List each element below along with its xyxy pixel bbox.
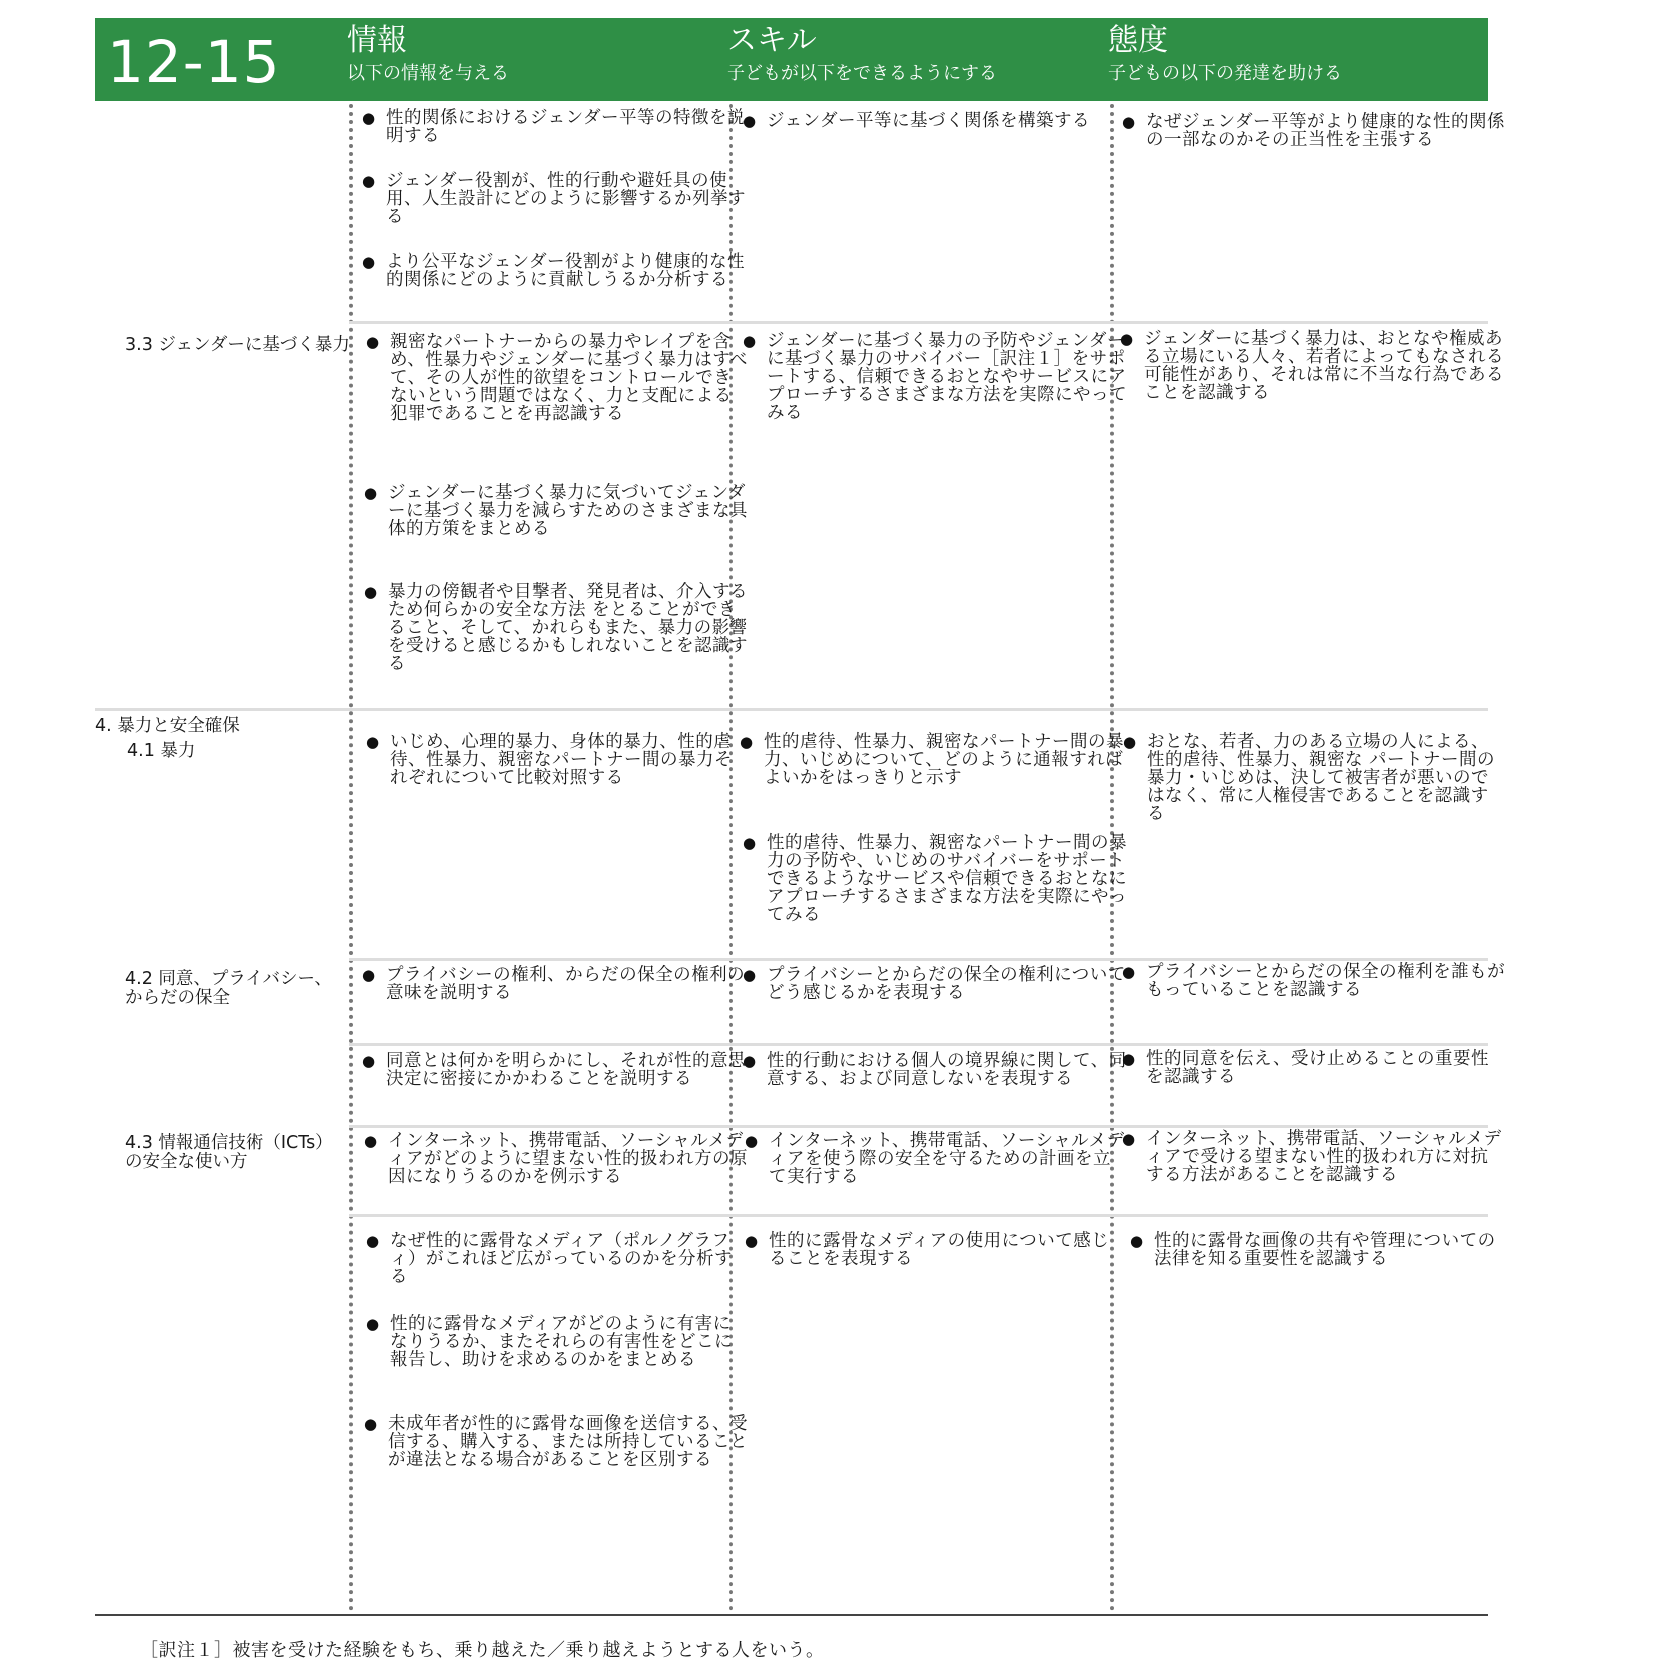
info-item: ● ジェンダー役割が、性的行動や避妊具の使用、人生設計にどのように影響するか列挙する — [362, 172, 748, 226]
header-skills-subtitle: 子どもが以下をできるようにする — [727, 63, 997, 84]
age-range: 12-15 — [107, 28, 281, 96]
skill-item: ● 性的虐待、性暴力、親密なパートナー間の暴力の予防や、いじめのサバイバーをサポートできるようなサービスや信頼できるおとなにアプローチするさまざまな方法を実際にやってみる — [743, 834, 1127, 924]
skill-item: ● 性的虐待、性暴力、親密なパートナー間の暴力、いじめについて、どのように通報すればよいかをはっきりと示す — [740, 733, 1127, 787]
skill-item: ● 性的行動における個人の境界線に関して、同意する、および同意しないを表現する — [743, 1052, 1127, 1088]
topic-4-1: 4.1 暴力 — [127, 741, 196, 761]
skill-item: ● 性的に露骨なメディアの使用について感じることを表現する — [745, 1232, 1127, 1268]
column-divider — [349, 104, 353, 1612]
info-item: ● 同意とは何かを明らかにし、それが性的意思決定に密接にかかわることを説明する — [362, 1052, 748, 1088]
header-info — [347, 22, 509, 88]
attitude-item: ● プライバシーとからだの保全の権利を誰もがもっていることを認識する — [1122, 963, 1506, 999]
skill-item: ● ジェンダー平等に基づく関係を構築する — [743, 112, 1127, 130]
bottom-rule — [95, 1614, 1488, 1616]
skill-item: ● プライバシーとからだの保全の権利についてどう感じるかを表現する — [743, 966, 1127, 1002]
topic-3-3: 3.3 ジェンダーに基づく暴力 — [125, 335, 350, 355]
info-item: ● 性的に露骨なメディアがどのように有害になりうるか、またそれらの有害性をどこに報告し、助けを求めるのかをまとめる — [366, 1315, 748, 1369]
header-attitudes-title: 態度 — [1108, 23, 1168, 58]
topic-4-2: 4.2 同意、プライバシー、からだの保全 — [125, 969, 332, 1008]
footnote: ［訳注１］被害を受けた経験をもち、乗り越えた／乗り越えようとする人をいう。 — [140, 1640, 825, 1661]
info-item: ● 性的関係におけるジェンダー平等の特徴を説明する — [362, 109, 748, 145]
header-info-title: 情報 — [347, 23, 407, 58]
attitude-item: ● おとな、若者、力のある立場の人による、性的虐待、性暴力、親密な パートナー間の暴力・いじめは、決して被害者が悪いのではなく、常に人権侵害であることを認識する — [1123, 733, 1506, 823]
info-item: ● 暴力の傍観者や目撃者、発見者は、介入するため何らかの安全な方法 をとることができること、そして、かれらもまた、暴力の影響を受けると感じるかもしれないことを認識する — [364, 583, 748, 673]
attitude-item: ● ジェンダーに基づく暴力は、おとなや権威ある立場にいる人々、若者によってもなされる可能性があり、それは常に不当な行為であることを認識する — [1120, 330, 1506, 402]
row-divider — [349, 958, 1488, 961]
topic-4: 4. 暴力と安全確保 — [95, 716, 240, 736]
attitude-item: ● なぜジェンダー平等がより健康的な性的関係の一部なのかその正当性を主張する — [1122, 113, 1506, 149]
info-item: ● 未成年者が性的に露骨な画像を送信する、受信する、購入する、または所持していることが違法となる場合があることを区別する — [364, 1415, 748, 1469]
row-divider — [349, 1125, 1488, 1128]
attitude-item: ● インターネット、携帯電話、ソーシャルメディアで受ける望まない性的扱われ方に対抗する方法があることを認識する — [1122, 1130, 1506, 1184]
info-item: ● インターネット、携帯電話、ソーシャルメディアがどのように望まない性的扱われ方の原因になりうるのかを例示する — [364, 1132, 748, 1186]
topic-4-3: 4.3 情報通信技術（ICTs）の安全な使い方 — [125, 1133, 333, 1172]
info-item: ● より公平なジェンダー役割がより健康的な性的関係にどのように貢献しうるか分析する — [362, 253, 748, 289]
info-item: ● プライバシーの権利、からだの保全の権利の意味を説明する — [362, 966, 748, 1002]
header-skills — [727, 22, 997, 88]
skill-item: ● インターネット、携帯電話、ソーシャルメディアを使う際の安全を守るための計画を立て実行する — [745, 1132, 1127, 1186]
info-item: ● 親密なパートナーからの暴力やレイプを含め、性暴力やジェンダーに基づく暴力はすべて、その人が性的欲望をコントロールできないという問題ではなく、力と支配による犯罪であることを再認識する — [366, 333, 748, 423]
header-band — [95, 18, 1488, 101]
row-divider — [95, 708, 1488, 711]
header-attitudes-subtitle: 子どもの以下の発達を助ける — [1108, 63, 1342, 84]
attitude-item: ● 性的同意を伝え、受け止めることの重要性を認識する — [1122, 1050, 1506, 1086]
row-divider — [349, 1214, 1488, 1217]
info-item: ● ジェンダーに基づく暴力に気づいてジェンダーに基づく暴力を減らすためのさまざまな具体的方策をまとめる — [364, 484, 748, 538]
column-divider — [729, 104, 733, 1612]
header-skills-title: スキル — [727, 23, 817, 58]
header-info-subtitle: 以下の情報を与える — [347, 63, 509, 84]
skill-item: ● ジェンダーに基づく暴力の予防やジェンダーに基づく暴力のサバイバー［訳注１］をサポートする、信頼できるおとなやサービスにアプローチするさまざまな方法を実際にやってみる — [743, 332, 1127, 422]
info-item: ● いじめ、心理的暴力、身体的暴力、性的虐待、性暴力、親密なパートナー間の暴力それぞれについて比較対照する — [366, 733, 748, 787]
attitude-item: ● 性的に露骨な画像の共有や管理についての法律を知る重要性を認識する — [1130, 1232, 1506, 1268]
row-divider — [349, 1043, 1488, 1046]
info-item: ● なぜ性的に露骨なメディア（ポルノグラフィ）がこれほど広がっているのかを分析する — [366, 1232, 748, 1286]
header-attitudes — [1108, 22, 1342, 88]
row-divider — [349, 321, 1488, 324]
